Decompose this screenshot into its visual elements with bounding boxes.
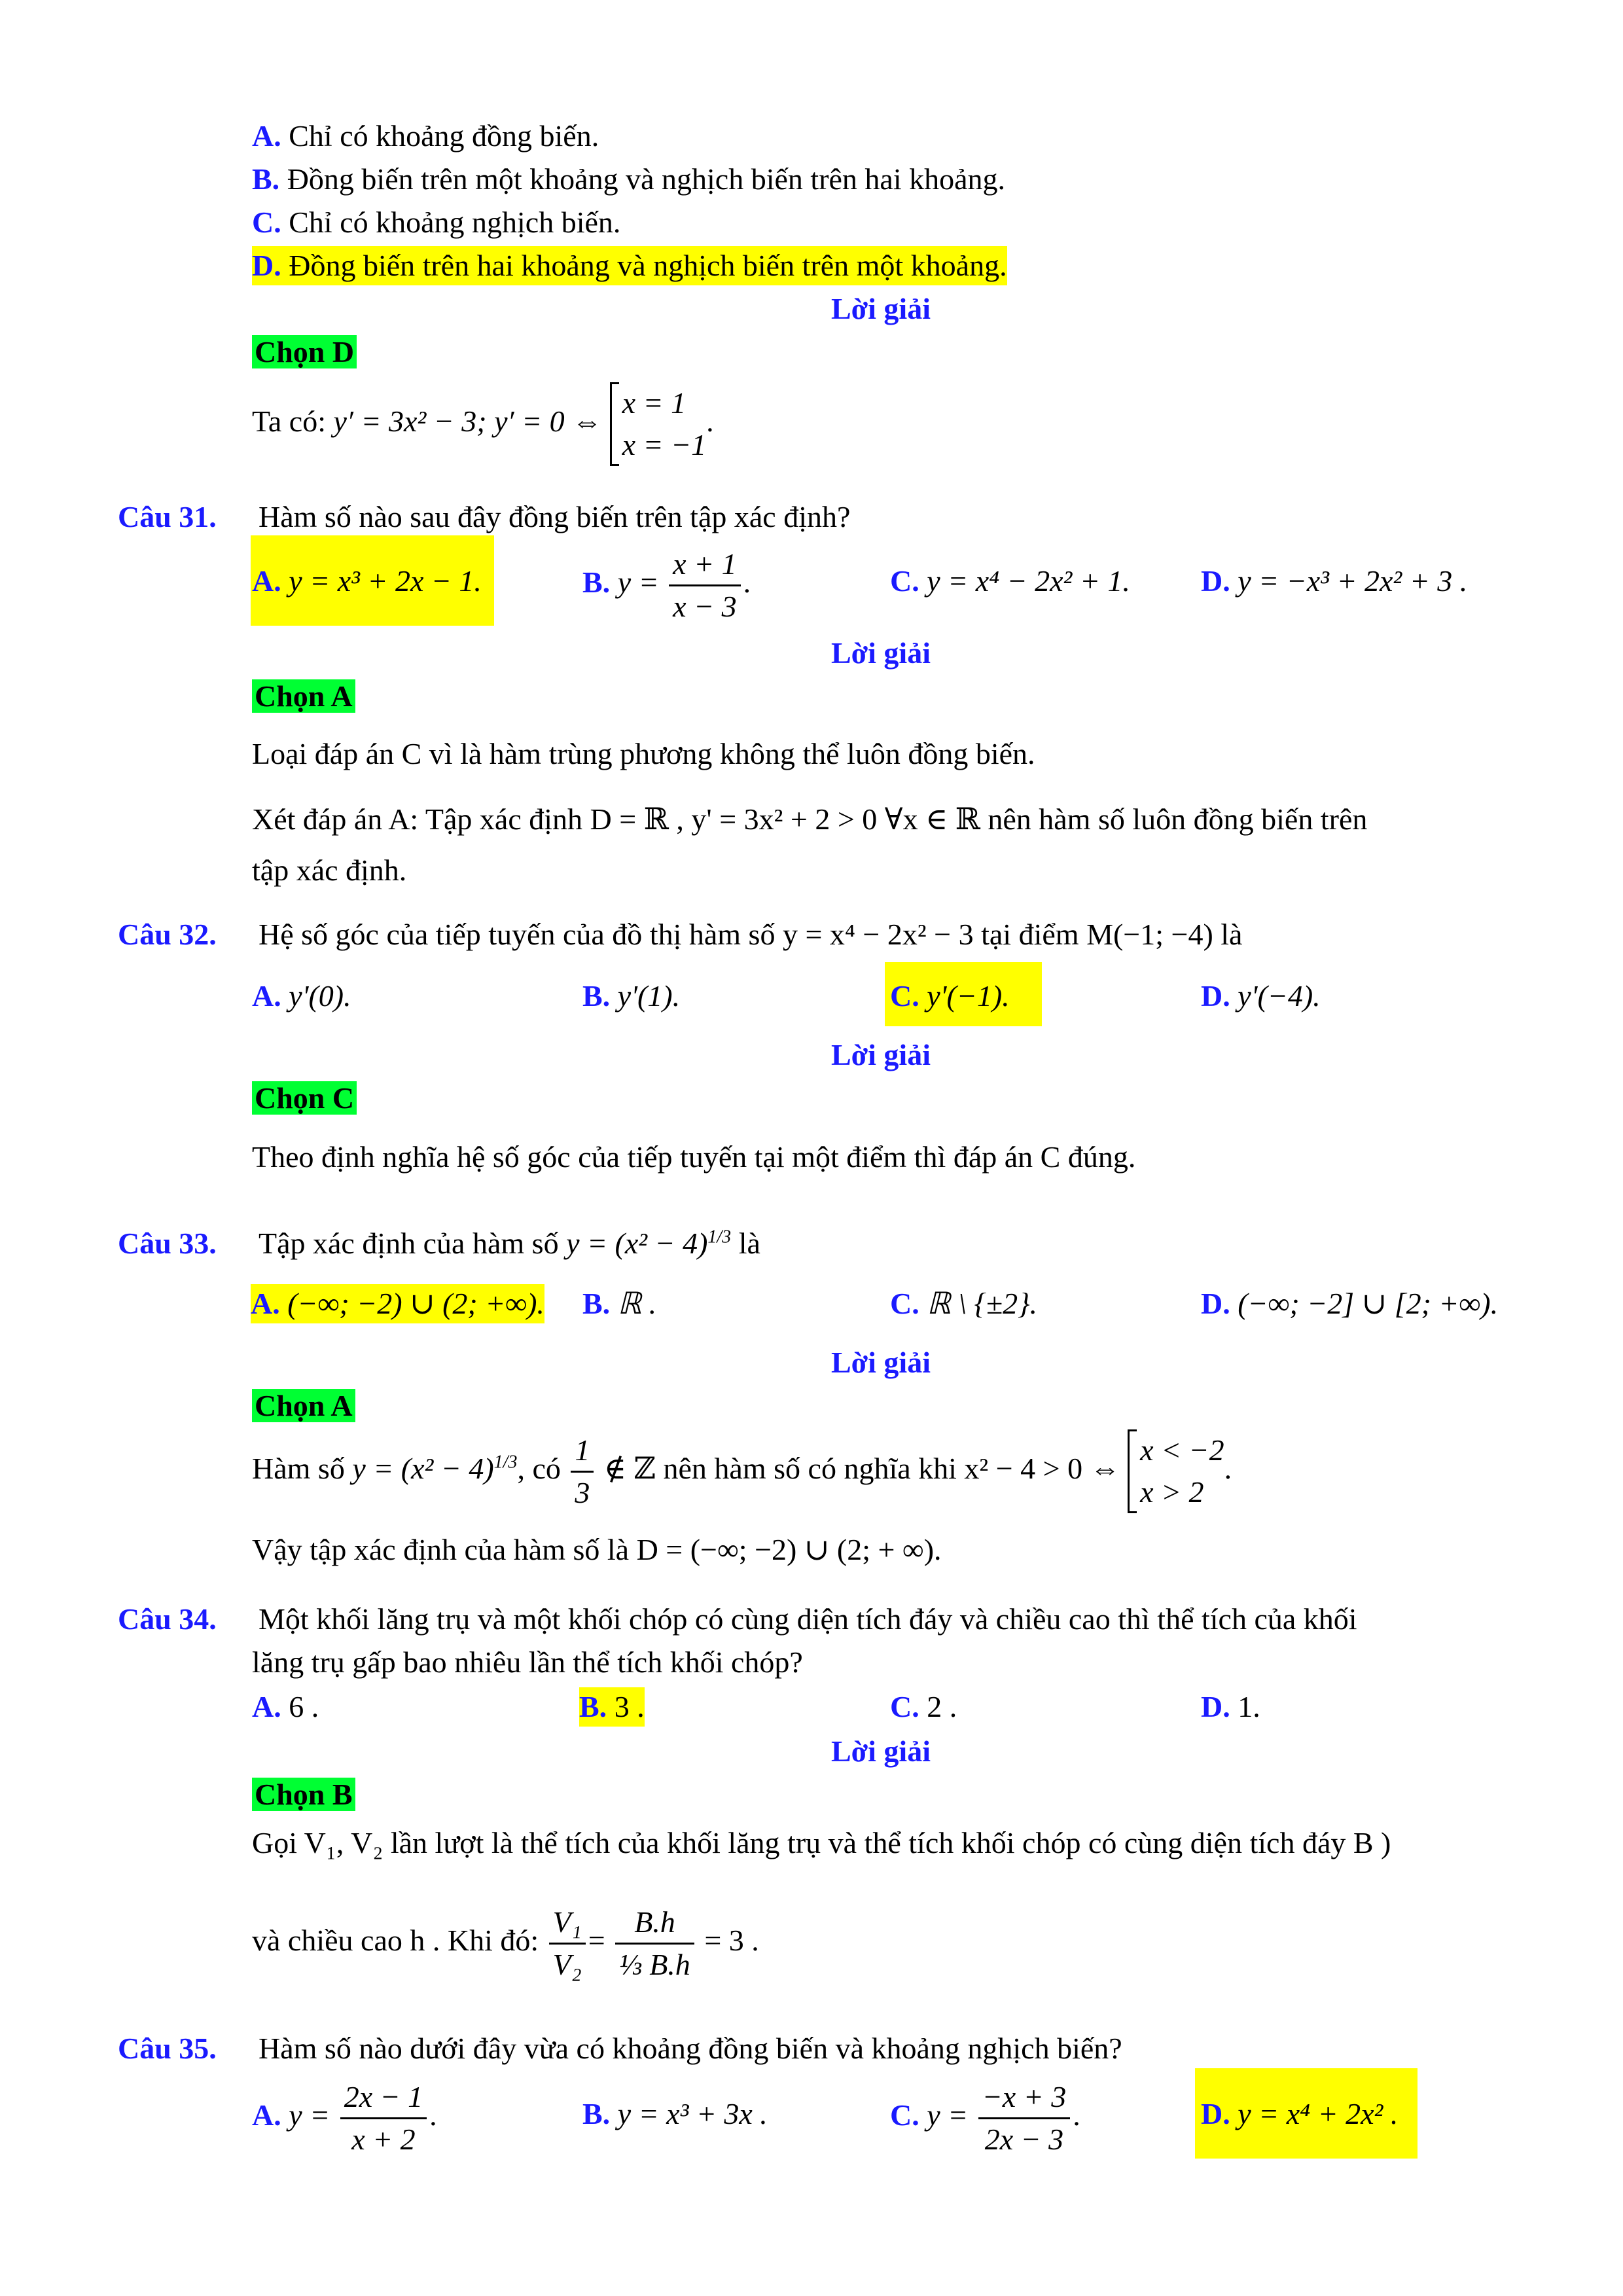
solution-expression: y = (x² − 4) [352, 1452, 494, 1485]
q30-option-b [252, 160, 1005, 199]
option-text: y'(−1). [927, 979, 1010, 1013]
option-label: D. [1201, 979, 1230, 1013]
q32-choice [252, 1079, 357, 1118]
option-label: D. [252, 249, 281, 282]
option-text: y = x⁴ + 2x² . [1238, 2097, 1399, 2130]
option-fraction [978, 2077, 1071, 2160]
q35-option-a: A. y = $\frac{2x - 1}{x + 2}$ . [252, 2073, 437, 2160]
option-label: C. [252, 206, 281, 239]
q34-solution-title: Lời giải [831, 1734, 931, 1768]
q35-option-c: C. y = $\frac{-x + 3}{2x - 3}$ . [890, 2073, 1080, 2160]
q30-option-c [252, 203, 620, 242]
work-expression: y′ = 3x² − 3; y′ = 0 ⇔ [333, 404, 603, 438]
option-label: D. [1201, 1690, 1230, 1723]
q33-option-a [251, 1284, 544, 1323]
option-text: y = x⁴ − 2x² + 1. [927, 564, 1130, 598]
option-label: A. [252, 564, 281, 598]
option-label: C. [890, 1287, 919, 1320]
fraction-denominator: x − 3 [673, 589, 737, 623]
solution-text-end: = 3 . [704, 1924, 759, 1957]
option-text: Chỉ có khoảng nghịch biến. [289, 206, 621, 239]
q34-choice [252, 1775, 355, 1814]
option-text: Chỉ có khoảng đồng biến. [289, 119, 599, 152]
option-label: B. [582, 1287, 611, 1320]
q34-option-a [252, 1687, 319, 1727]
work-prefix: Ta có: [252, 404, 327, 438]
system-line-2: x > 2 [1140, 1475, 1204, 1509]
option-text: y'(−4). [1238, 979, 1321, 1013]
q34-question-2: lăng trụ gấp bao nhiêu lần thể tích khối chóp? [252, 1645, 803, 1679]
q32-label: Câu 32. [118, 918, 217, 951]
option-text: y = x³ + 2x − 1. [289, 564, 482, 598]
q31-option-b: B. y = $\frac{x + 1}{x - 3}$ . [582, 541, 751, 627]
q35-option-b [582, 2094, 768, 2134]
q31-option-d [1201, 562, 1467, 601]
q33-solution-1: Hàm số $y = (x^2 - 4)^{1/3}$, có $\frac{1}{3}$ ∉ ℤ nên hàm số có nghĩa khi x² − 4 > 0 ⇔ x < −2 x > 2 . [252, 1427, 1232, 1513]
option-text: ℝ . [617, 1287, 657, 1320]
system-bracket [610, 382, 707, 466]
system-line-2: x = −1 [622, 428, 707, 462]
q32-option-d [1201, 977, 1321, 1016]
option-fraction [669, 544, 740, 627]
option-text: Đồng biến trên hai khoảng và nghịch biến trên một khoảng. [289, 249, 1007, 282]
q34-question-1: Một khối lăng trụ và một khối chóp có cùng diện tích đáy và chiều cao thì thể tích của khối [259, 1602, 1357, 1636]
q31-choice [252, 677, 355, 716]
q35-question: Hàm số nào dưới đây vừa có khoảng đồng biến và khoảng nghịch biến? [259, 2032, 1122, 2065]
system-line-1: x < −2 [1140, 1433, 1224, 1467]
exponent: 1/3 [707, 1227, 732, 1247]
q33-choice [252, 1386, 355, 1426]
fraction-denominator: x + 2 [351, 2122, 416, 2156]
system-bracket [1128, 1429, 1224, 1513]
option-text: y = −x³ + 2x² + 3 . [1238, 564, 1468, 598]
fraction-denominator: 3 [575, 1475, 590, 1509]
q32-option-c [890, 977, 1010, 1016]
fraction-numerator: V₁ [549, 1902, 586, 1945]
option-label: C. [890, 979, 919, 1013]
q33-option-c [890, 1284, 1037, 1323]
option-label: B. [252, 162, 280, 196]
option-label: C. [890, 2098, 919, 2132]
fraction-numerator: −x + 3 [978, 2077, 1071, 2119]
q33-solution-2: Vậy tập xác định của hàm số là D = (−∞; −2) ∪ (2; + ∞). [252, 1533, 942, 1566]
option-text: 6 . [289, 1690, 319, 1723]
option-text: y'(1). [617, 979, 681, 1013]
option-label: B. [582, 565, 611, 599]
option-label: A. [251, 1287, 280, 1320]
choice-badge: Chọn D [252, 335, 357, 368]
choice-badge: Chọn C [252, 1081, 357, 1115]
option-label: A. [252, 1690, 281, 1723]
option-label: B. [579, 1690, 607, 1723]
q34-option-d [1201, 1687, 1260, 1727]
option-lhs: y = [927, 2098, 969, 2132]
option-label: D. [1201, 1287, 1230, 1320]
option-label: A. [252, 119, 281, 152]
q31-solution-1: Loại đáp án C vì là hàm trùng phương không thể luôn đồng biến. [252, 737, 1035, 770]
question-text-end: là [738, 1227, 760, 1260]
solution-text: và chiều cao h . Khi đó: [252, 1924, 539, 1957]
fraction-numerator: x + 1 [669, 544, 740, 586]
option-label: C. [890, 1690, 919, 1723]
q34-solution-1: Gọi V₁, V₂ lần lượt là thể tích của khối lăng trụ và thể tích khối chóp có cùng diện tích đáy B ) [252, 1826, 1391, 1859]
q30-choice [252, 332, 357, 372]
option-lhs: y = [617, 565, 659, 599]
q30-option-d [252, 246, 1007, 285]
choice-badge: Chọn B [252, 1778, 355, 1811]
option-text: (−∞; −2] ∪ [2; +∞). [1238, 1287, 1499, 1320]
fraction-denominator: 2x − 3 [984, 2122, 1064, 2156]
q35-label: Câu 35. [118, 2032, 217, 2065]
q31-solution-2: Xét đáp án A: Tập xác định D = ℝ , y' = 3x² + 2 > 0 ∀x ∈ ℝ nên hàm số luôn đồng biến trên [252, 802, 1368, 836]
option-text: (−∞; −2) ∪ (2; +∞). [287, 1287, 544, 1320]
fraction-numerator: B.h [615, 1902, 694, 1945]
option-text: Đồng biến trên một khoảng và nghịch biến trên hai khoảng. [287, 162, 1006, 196]
q32-solution-1: Theo định nghĩa hệ số góc của tiếp tuyến tại một điểm thì đáp án C đúng. [252, 1140, 1136, 1174]
option-label: B. [582, 979, 611, 1013]
option-lhs: y = [289, 2098, 330, 2132]
solution-text-mid: , có [517, 1452, 561, 1485]
q33-option-b [582, 1284, 656, 1323]
q31-label: Câu 31. [118, 500, 217, 533]
q32-solution-title: Lời giải [831, 1038, 931, 1071]
system-line-1: x = 1 [622, 386, 687, 420]
fraction-denominator: ⅓ B.h [619, 1947, 690, 1981]
q35-option-d [1201, 2094, 1398, 2134]
q31-solution-title: Lời giải [831, 636, 931, 670]
solution-fraction-2 [615, 1902, 694, 1985]
fraction-denominator: V₂ [552, 1947, 582, 1981]
choice-badge: Chọn A [252, 679, 355, 713]
q34-solution-2: và chiều cao h . Khi đó: $\frac{\text{V₁}}{\text{V₂}}$ = $\frac{B.h}{\text{⅓ B.h}}$ = 3 . [252, 1878, 759, 2003]
q31-question: Hàm số nào sau đây đồng biến trên tập xác định? [259, 500, 851, 533]
option-fraction [340, 2077, 427, 2160]
solution-fraction [571, 1430, 594, 1513]
option-label: D. [1201, 2097, 1230, 2130]
option-label: D. [1201, 564, 1230, 598]
option-text: y = x³ + 3x . [617, 2097, 768, 2130]
q33-question [259, 1224, 760, 1263]
option-text: y'(0). [289, 979, 351, 1013]
solution-text-end: ∉ ℤ nên hàm số có nghĩa khi x² − 4 > 0 ⇔ [603, 1452, 1120, 1485]
option-label: C. [890, 564, 919, 598]
q32-option-b [582, 977, 680, 1016]
question-expression: y = (x² − 4) [566, 1227, 708, 1260]
q33-option-d [1201, 1284, 1498, 1323]
q30-solution-title: Lời giải [831, 292, 931, 325]
q30-work: Ta có: y′ = 3x² − 3; y′ = 0 ⇔ x = 1 x = −1 . [252, 380, 714, 466]
option-label: A. [252, 979, 281, 1013]
choice-badge: Chọn A [252, 1389, 355, 1422]
q34-option-c [890, 1687, 957, 1727]
option-text: 3 . [614, 1690, 645, 1723]
q33-label: Câu 33. [118, 1227, 217, 1260]
solution-text: Hàm số [252, 1452, 345, 1485]
option-text: 2 . [927, 1690, 957, 1723]
q31-option-a [252, 562, 482, 601]
q34-option-b [579, 1687, 645, 1727]
q31-solution-3: tập xác định. [252, 853, 407, 887]
question-text: Tập xác định của hàm số [259, 1227, 559, 1260]
q32-option-a [252, 977, 351, 1016]
option-label: A. [252, 2098, 281, 2132]
q33-solution-title: Lời giải [831, 1346, 931, 1379]
q31-option-c [890, 562, 1130, 601]
q30-option-a [252, 117, 599, 156]
fraction-numerator: 1 [571, 1430, 594, 1473]
option-text: ℝ \ {±2}. [927, 1287, 1037, 1320]
option-label: B. [582, 2097, 611, 2130]
q34-label: Câu 34. [118, 1602, 217, 1636]
exponent: 1/3 [493, 1452, 518, 1473]
q32-question: Hệ số góc của tiếp tuyến của đồ thị hàm số y = x⁴ − 2x² − 3 tại điểm M(−1; −4) là [259, 918, 1243, 951]
option-text: 1. [1238, 1690, 1260, 1723]
solution-fraction-1 [549, 1902, 586, 1985]
fraction-numerator: 2x − 1 [340, 2077, 427, 2119]
